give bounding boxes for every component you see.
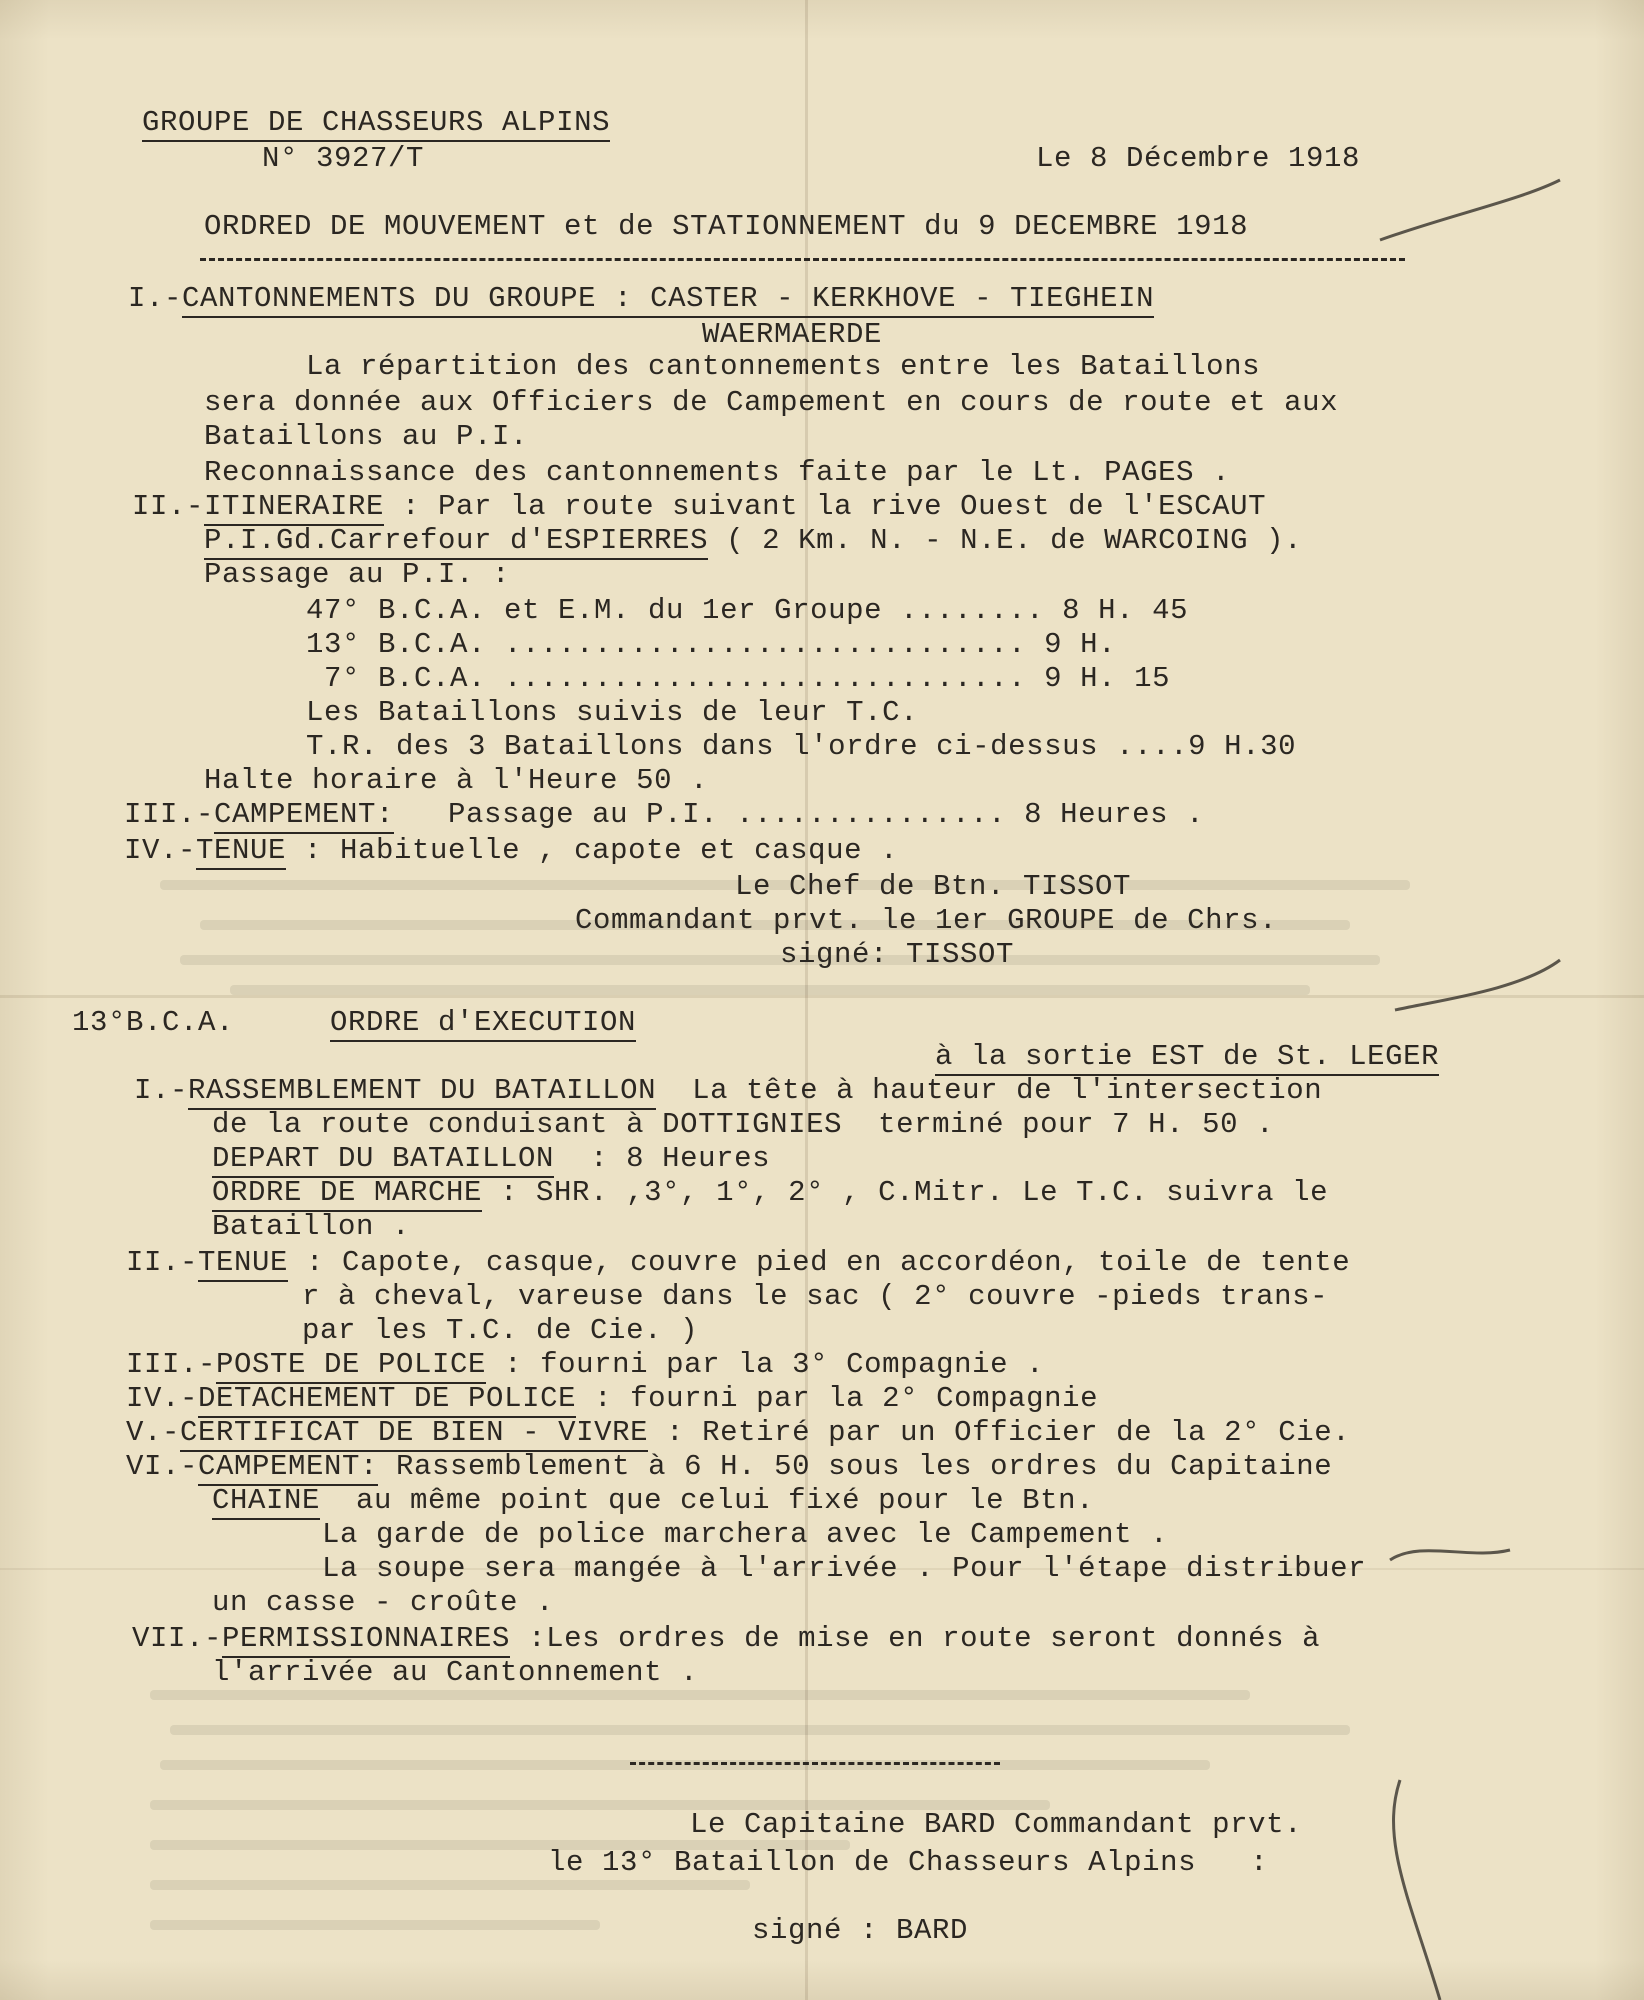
- title-rule: [200, 258, 1405, 261]
- section-2-halte: Halte horaire à l'Heure 50 .: [204, 764, 709, 797]
- signature-block-1: Commandant prvt. le 1er GROUPE de Chrs.: [575, 904, 1278, 937]
- passage-row: T.R. des 3 Bataillons dans l'ordre ci-dessus ....9 H.30: [306, 730, 1297, 763]
- execution-title: ORDRE d'EXECUTION: [330, 1006, 636, 1040]
- exec-2-continued: par les T.C. de Cie. ): [212, 1314, 699, 1347]
- exec-1-continued: de la route conduisant à DOTTIGNIES terminé pour 7 H. 50 .: [212, 1108, 1275, 1141]
- exec-6-heading: VI.-CAMPEMENT: Rassemblement à 6 H. 50 sous les ordres du Capitaine: [126, 1450, 1332, 1484]
- section-1-para: Reconnaissance des cantonnements faite par le Lt. PAGES .: [204, 456, 1231, 489]
- signature-block-1: Le Chef de Btn. TISSOT: [735, 870, 1132, 903]
- section-2-passage: Passage au P.I. :: [204, 558, 511, 591]
- exec-1-marche: ORDRE DE MARCHE : SHR. ,3°, 1°, 2° , C.Mitr. Le T.C. suivra le: [212, 1176, 1328, 1210]
- exec-2-continued: r à cheval, vareuse dans le sac ( 2° couvre -pieds trans-: [212, 1280, 1329, 1313]
- header-org: GROUPE DE CHASSEURS ALPINS: [142, 106, 610, 140]
- section-3-heading: III.-CAMPEMENT: Passage au P.I. ............... 8 Heures .: [124, 798, 1204, 832]
- exec-6-para: La soupe sera mangée à l'arrivée . Pour l'étape distribuer: [322, 1552, 1367, 1585]
- exec-1-marche-cont: Bataillon .: [212, 1210, 411, 1243]
- exec-1-depart: DEPART DU BATAILLON : 8 Heures: [212, 1142, 770, 1176]
- signature-block-1: signé: TISSOT: [780, 938, 1015, 971]
- document-title: ORDRED DE MOUVEMENT et de STATIONNEMENT du 9 DECEMBRE 1918: [204, 210, 1249, 243]
- exec-4-heading: IV.-DETACHEMENT DE POLICE : fourni par la 2° Compagnie: [126, 1382, 1098, 1416]
- exec-6-para: La garde de police marchera avec le Campement .: [322, 1518, 1169, 1551]
- exec-5-heading: V.-CERTIFICAT DE BIEN - VIVRE : Retiré par un Officier de la 2° Cie.: [126, 1416, 1350, 1450]
- exec-6-continued: CHAINE au même point que celui fixé pour le Btn.: [212, 1484, 1094, 1518]
- header-date: Le 8 Décembre 1918: [1036, 142, 1361, 175]
- section-4-heading: IV.-TENUE : Habituelle , capote et casque .: [124, 834, 898, 868]
- closing-rule: [630, 1762, 1000, 1765]
- execution-unit: 13°B.C.A.: [72, 1006, 235, 1039]
- execution-insert: à la sortie EST de St. LEGER: [935, 1040, 1439, 1074]
- exec-7-continued: l'arrivée au Cantonnement .: [212, 1656, 699, 1689]
- header-ref: N° 3927/T: [262, 142, 425, 175]
- closing-signature: signé : BARD: [752, 1914, 969, 1947]
- exec-2-heading: II.-TENUE : Capote, casque, couvre pied en accordéon, toile de tente: [126, 1246, 1350, 1280]
- section-1-para: Bataillons au P.I.: [204, 420, 529, 453]
- passage-row: 13° B.C.A. ............................. 9 H.: [306, 628, 1117, 661]
- section-2-heading: II.-ITINERAIRE : Par la route suivant la rive Ouest de l'ESCAUT: [132, 490, 1266, 524]
- section-1-para: La répartition des cantonnements entre les Bataillons: [306, 350, 1261, 383]
- passage-row: Les Bataillons suivis de leur T.C.: [306, 696, 919, 729]
- passage-row: 7° B.C.A. ............................. 9 H. 15: [306, 662, 1171, 695]
- closing-signature: Le Capitaine BARD Commandant prvt.: [690, 1808, 1303, 1841]
- section-1-para: sera donnée aux Officiers de Campement en cours de route et aux: [204, 386, 1339, 419]
- section-2-pi: P.I.Gd.Carrefour d'ESPIERRES ( 2 Km. N. - N.E. de WARCOING ).: [204, 524, 1302, 558]
- passage-row: 47° B.C.A. et E.M. du 1er Groupe ........ 8 H. 45: [306, 594, 1189, 627]
- exec-7-heading: VII.-PERMISSIONNAIRES :Les ordres de mise en route seront donnés à: [132, 1622, 1320, 1656]
- exec-3-heading: III.-POSTE DE POLICE : fourni par la 3° Compagnie .: [126, 1348, 1044, 1382]
- exec-1-heading: I.-RASSEMBLEMENT DU BATAILLON La tête à hauteur de l'intersection: [134, 1074, 1322, 1108]
- section-1-continued: WAERMAERDE: [702, 318, 883, 351]
- exec-6-para: un casse - croûte .: [212, 1586, 555, 1619]
- section-1-heading: I.-CANTONNEMENTS DU GROUPE : CASTER - KERKHOVE - TIEGHEIN: [128, 282, 1154, 316]
- closing-signature: le 13° Bataillon de Chasseurs Alpins :: [548, 1846, 1269, 1879]
